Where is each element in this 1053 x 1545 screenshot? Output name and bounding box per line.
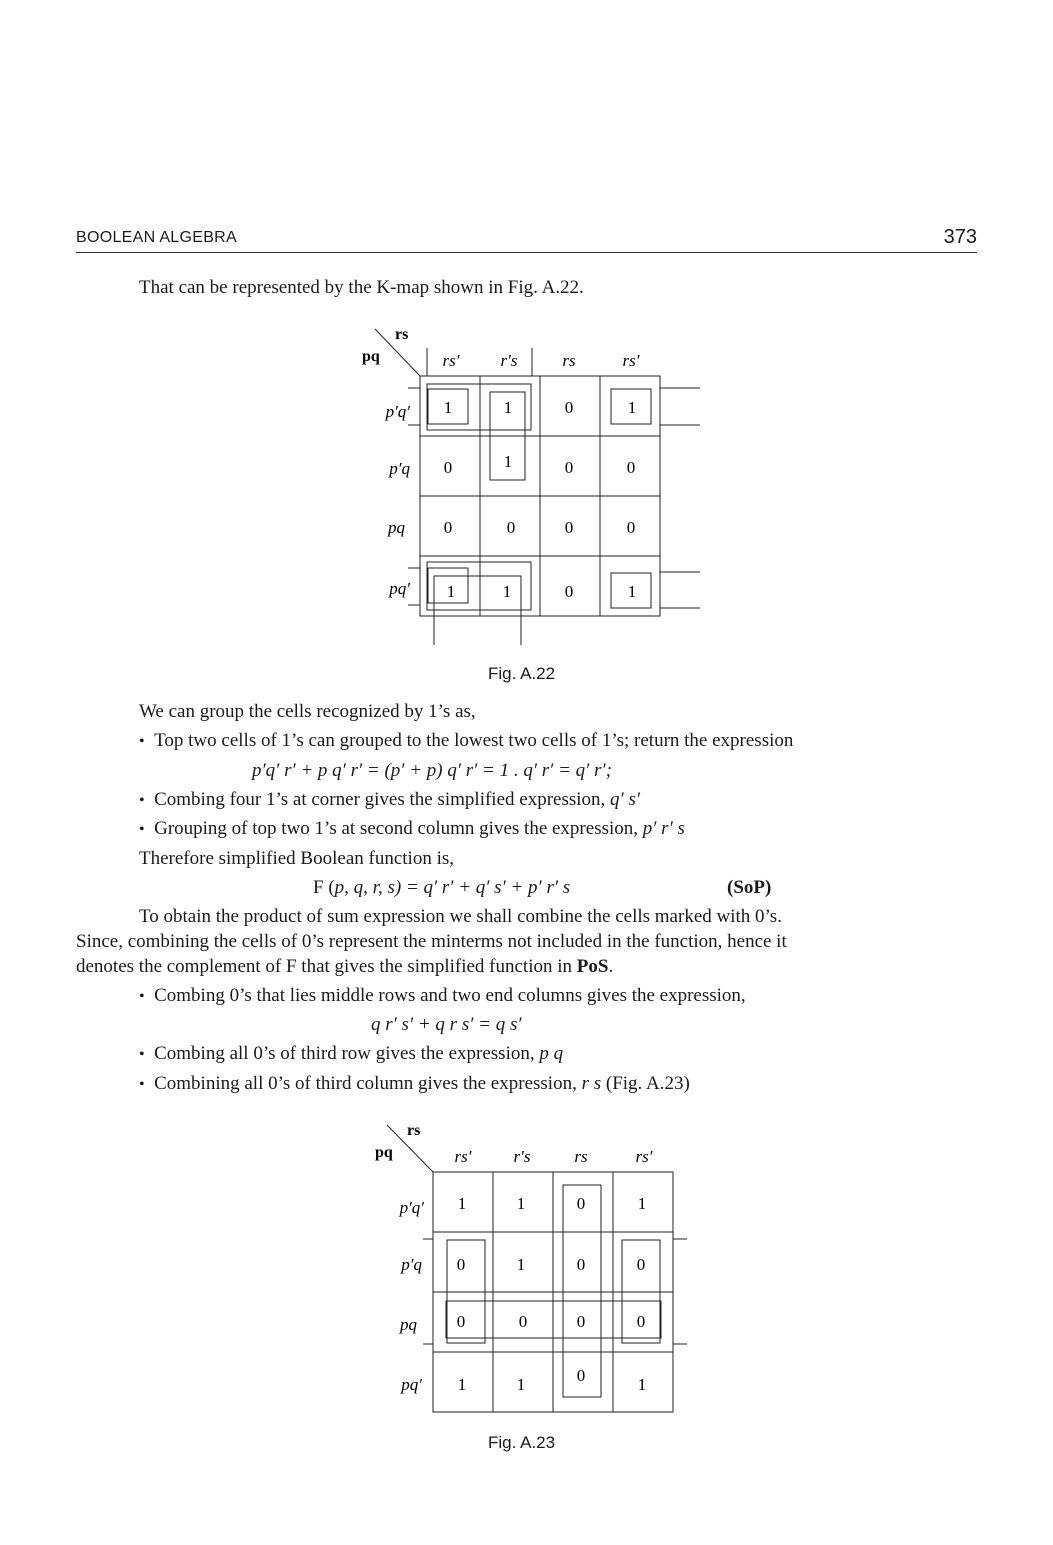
bullet-mark: • <box>139 988 145 1005</box>
bullet-mark: • <box>139 821 145 838</box>
kmap2-cell: 0 <box>636 1255 646 1274</box>
kmap2-cell: 0 <box>636 1312 646 1331</box>
group-intro: We can group the cells recognized by 1’s as, <box>139 701 476 722</box>
kmap1-cell: 1 <box>503 452 513 471</box>
kmap1-corner-row-label: pq <box>362 348 380 365</box>
kmap2-col-label: rs′ <box>635 1147 653 1166</box>
kmap2-cell: 0 <box>576 1312 586 1331</box>
kmap1-cell: 0 <box>443 458 453 477</box>
kmap2-row-label: pq′ <box>401 1375 422 1394</box>
kmap1-col-label: rs <box>562 351 576 370</box>
bullet-mark: • <box>139 1076 145 1093</box>
bullet-text: Combing all 0’s of third row gives the expression, <box>154 1043 535 1064</box>
pos-period: . <box>608 956 614 977</box>
kmap1-cell: 1 <box>503 398 513 417</box>
kmap1-corner-col-label: rs <box>395 326 409 343</box>
pos-paragraph-line: Since, combining the cells of 0’s represent the minterms not included in the function, hence it <box>76 931 787 952</box>
pos-text: denotes the complement of F that gives the simplified function in <box>76 956 573 977</box>
kmap2-cell: 1 <box>516 1194 526 1213</box>
kmap1-row-label: pq′ <box>389 579 410 598</box>
kmap1-cell: 0 <box>626 518 636 537</box>
kmap1-cell: 1 <box>502 582 512 601</box>
kmap2-cell: 1 <box>637 1194 647 1213</box>
intro-sentence: That can be represented by the K-map shown in Fig. A.22. <box>139 277 584 298</box>
kmap1-cell: 1 <box>627 398 637 417</box>
kmap2-cell: 1 <box>516 1255 526 1274</box>
figure-reference: (Fig. A.23) <box>605 1073 690 1094</box>
kmap2-cell: 1 <box>516 1375 526 1394</box>
kmap2-row-label: p′q <box>401 1255 422 1274</box>
figure-caption: Fig. A.23 <box>488 1433 556 1452</box>
kmap2-col-label: r′s <box>513 1147 531 1166</box>
kmap2-cell: 1 <box>637 1375 647 1394</box>
func-lhs: F ( <box>313 877 335 898</box>
kmap1-cell: 1 <box>443 398 453 417</box>
equation: p′q′ r′ + p q′ r′ = (p′ + p) q′ r′ = 1 . q′ r′ = q′ r′; <box>252 760 612 781</box>
kmap1-row-label: pq <box>388 518 405 537</box>
bullet-text: Combing 0’s that lies middle rows and two end columns gives the expression, <box>154 985 746 1006</box>
kmap2-cell: 0 <box>456 1312 466 1331</box>
kmap2-cell: 0 <box>518 1312 528 1331</box>
kmap1-cell: 0 <box>564 582 574 601</box>
kmap1-cell: 0 <box>564 518 574 537</box>
kmap1-cell: 0 <box>626 458 636 477</box>
therefore-line: Therefore simplified Boolean function is, <box>139 848 454 869</box>
kmap1-row-label: p′q <box>389 459 410 478</box>
kmap1-col-label: r′s <box>500 351 518 370</box>
kmap2-corner-row-label: pq <box>375 1144 393 1161</box>
kmap1-cell: 0 <box>443 518 453 537</box>
bullet-text: Grouping of top two 1’s at second column gives the expression, <box>154 818 639 839</box>
bullet-expression: p′ r′ s <box>642 818 685 839</box>
kmap1-col-label: rs′ <box>622 351 640 370</box>
figure-caption: Fig. A.22 <box>488 664 556 683</box>
bullet-mark: • <box>139 1046 145 1063</box>
kmap2-col-label: rs′ <box>454 1147 472 1166</box>
kmap2-cell: 1 <box>457 1194 467 1213</box>
bullet-expression: p q <box>539 1043 564 1064</box>
bullet-expression: r s <box>581 1073 602 1094</box>
kmap2-corner-col-label: rs <box>407 1122 421 1139</box>
running-header: BOOLEAN ALGEBRA <box>76 229 238 246</box>
kmap1-row-label: p′q′ <box>385 402 410 421</box>
bullet-text: Top two cells of 1’s can grouped to the lowest two cells of 1’s; return the expression <box>154 730 794 751</box>
func-rhs: ) = q′ r′ + q′ s′ + p′ r′ s <box>394 877 571 898</box>
kmap1-cell: 0 <box>564 458 574 477</box>
kmap1-cell: 0 <box>564 398 574 417</box>
func-args: p, q, r, s <box>334 877 395 898</box>
pos-paragraph-line: To obtain the product of sum expression we shall combine the cells marked with 0’s. <box>139 906 782 927</box>
pos-bold-term: PoS <box>576 956 609 977</box>
bullet-mark: • <box>139 792 145 809</box>
kmap2-row-label: p′q′ <box>399 1198 424 1217</box>
kmap2-row-label: pq <box>400 1315 417 1334</box>
bullet-mark: • <box>139 733 145 750</box>
kmap2-cell: 0 <box>576 1255 586 1274</box>
equation: q r′ s′ + q r s′ = q s′ <box>371 1014 522 1035</box>
kmap1-cell: 0 <box>506 518 516 537</box>
kmap2-col-label: rs <box>574 1147 588 1166</box>
kmap2-cell: 1 <box>457 1375 467 1394</box>
kmap2-cell: 0 <box>456 1255 466 1274</box>
sop-tag: (SoP) <box>727 877 772 898</box>
page-number: 373 <box>943 226 977 248</box>
bullet-text: Combining all 0’s of third column gives the expression, <box>154 1073 577 1094</box>
kmap1-cell: 1 <box>446 582 456 601</box>
kmap1-cell: 1 <box>627 582 637 601</box>
bullet-text: Combing four 1’s at corner gives the simplified expression, <box>154 789 606 810</box>
kmap1-col-label: rs′ <box>442 351 460 370</box>
bullet-expression: q′ s′ <box>610 789 640 810</box>
kmap2-cell: 0 <box>576 1366 586 1385</box>
kmap2-cell: 0 <box>576 1194 586 1213</box>
